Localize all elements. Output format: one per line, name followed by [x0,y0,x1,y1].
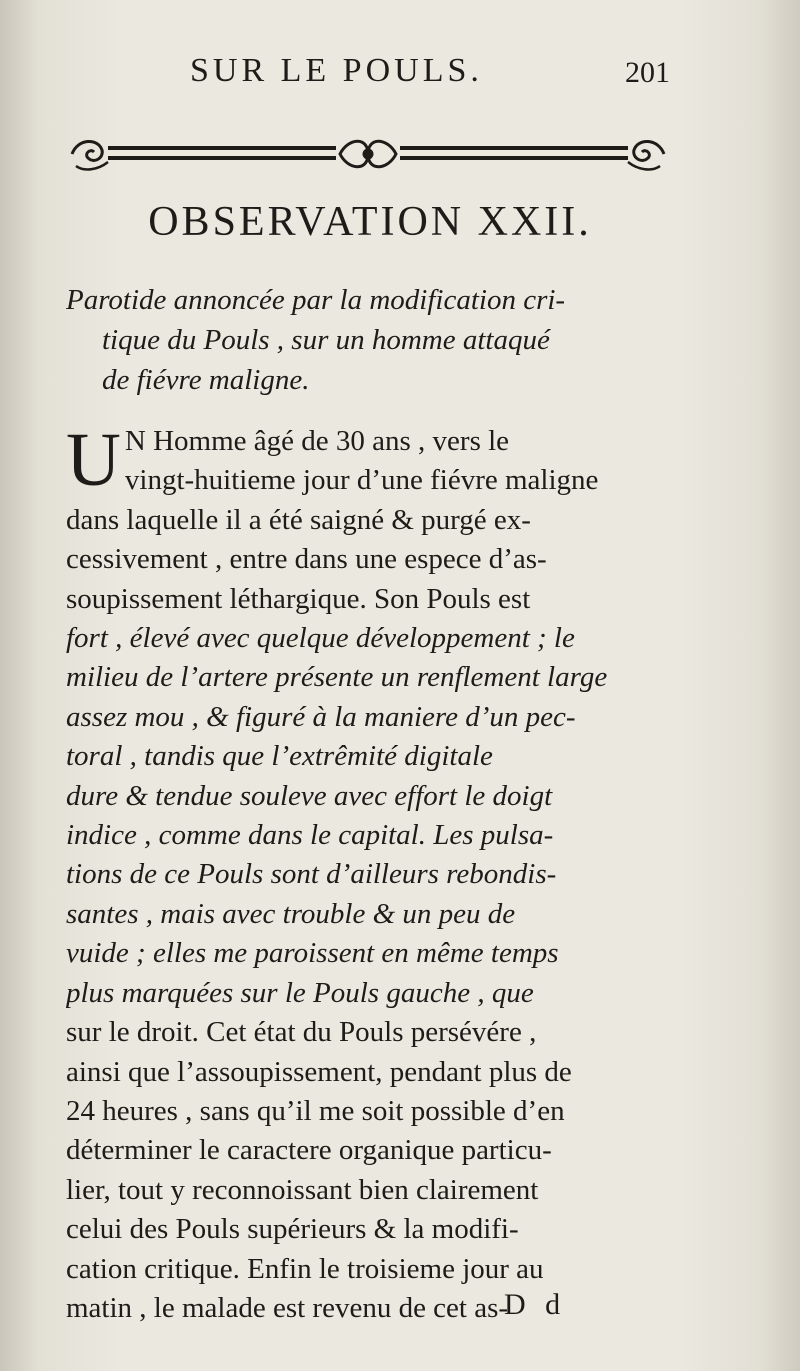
text-line: tions de ce Pouls sont d’ailleurs rebondis- [66,858,557,891]
subtitle-line: de fiévre maligne. [102,364,310,396]
ornamental-rule [68,132,668,176]
text-line: ainsi que l’assoupissement, pendant plus de [66,1055,572,1088]
text-line: cation critique. Enfin le troisieme jour au [66,1252,544,1285]
text-line: dure & tendue souleve avec effort le doigt [66,779,553,812]
text-line: milieu de l’artere présente un renflement large [66,661,608,694]
running-title: SUR LE POULS. [190,52,483,89]
text-line: assez mou , & figuré à la maniere d’un pec- [66,700,576,733]
text-line: vuide ; elles me paroissent en même temps [66,937,559,970]
text-line: fort , élevé avec quelque développement ; le [66,622,575,655]
text-line: N Homme âgé de 30 ans , vers le [124,425,510,457]
text-line: toral , tandis que l’extrêmité digitale [66,740,493,773]
observation-subtitle [66,280,676,400]
page-number: 201 [625,56,670,89]
text-line: vingt-huitieme jour d’une fiévre maligne [124,464,599,497]
text-line: santes , mais avec trouble & un peu de [66,897,516,930]
text-line: cessivement , entre dans une espece d’as- [66,543,547,576]
text-line: plus marquées sur le Pouls gauche , que [66,976,534,1009]
text-line: indice , comme dans le capital. Les pulsa- [66,819,554,852]
text-line: celui des Pouls supérieurs & la modifi- [66,1213,519,1246]
text-line: dans laquelle il a été saigné & purgé ex- [66,503,531,536]
text-line: déterminer le caractere organique particu- [66,1134,552,1167]
text-line: 24 heures , sans qu’il me soit possible d’en [66,1094,565,1127]
subtitle-line: Parotide annoncée par la modification cri- [66,284,566,316]
drop-cap: U [66,418,121,502]
running-head [190,52,670,100]
text-line: matin , le malade est revenu de cet as- [66,1291,509,1324]
subtitle-line: tique du Pouls , sur un homme attaqué [102,324,550,356]
body-text [66,418,678,1328]
text-line: sur le droit. Cet état du Pouls persévére , [66,1016,537,1049]
text-line: lier, tout y reconnoissant bien clairement [66,1173,539,1206]
text-line: soupissement léthargique. Son Pouls est [66,582,531,615]
signature-mark: D d [504,1288,567,1321]
observation-heading: OBSERVATION XXII. [148,199,592,245]
